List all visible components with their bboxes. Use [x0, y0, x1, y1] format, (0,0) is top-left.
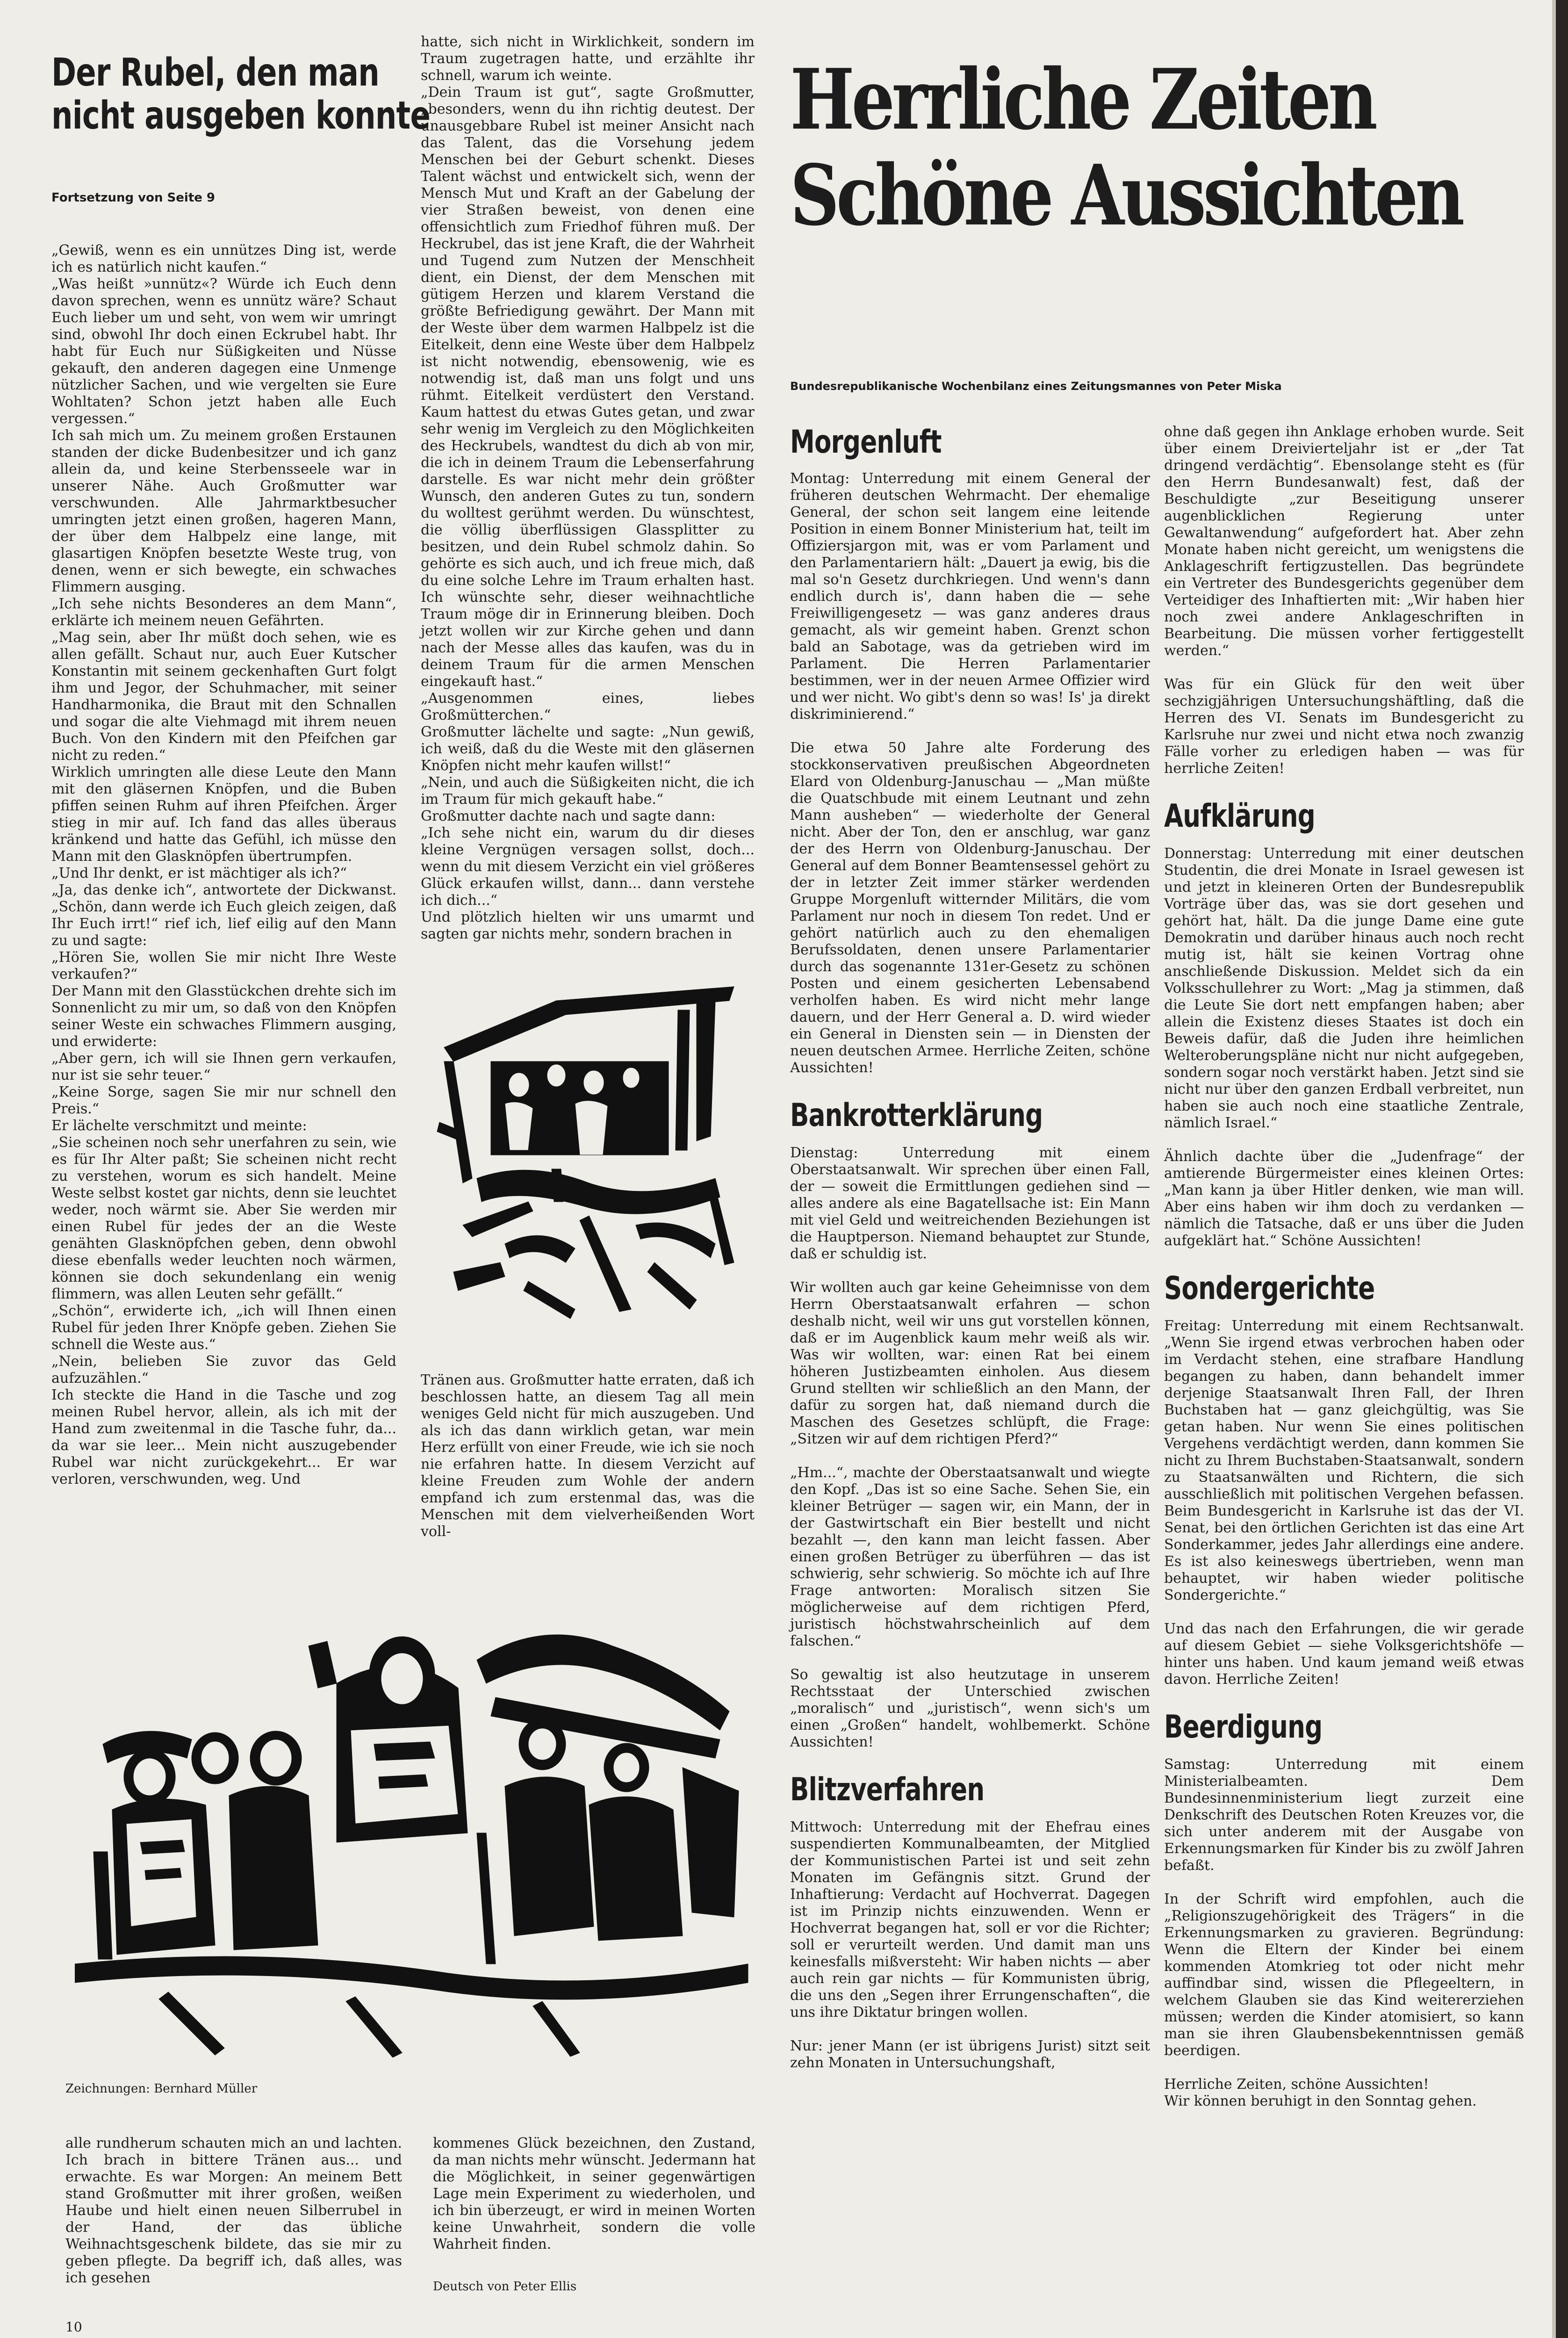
- paragraph: „Nein, belieben Sie zuvor das Geld aufzuzählen.“: [51, 1353, 396, 1386]
- heading-aufklaerung: Aufklärung: [1164, 798, 1315, 835]
- paragraph: „Ich sehe nichts Besonderes an dem Mann“, erklärte ich meinem neuen Gefährten.: [51, 596, 396, 629]
- paragraph: Ich sah mich um. Zu meinem großen Erstaunen standen der dicke Budenbesitzer und ich ganz allein da, und keine Sterbensseele war in unserer Nähe. Auch Großmutter war verschwunden. Alle Jahrmarktbesucher umringten jetzt einen großen, hageren Mann, der über dem Halbpelz eine lange, mit glasartigen Knöpfen besetzte Weste trug, von denen, wenn er sich bewegte, ein schwaches Flimmern ausging.: [51, 427, 396, 595]
- paragraph: Und plötzlich hielten wir uns umarmt und sagten gar nichts mehr, sondern brachen in: [421, 909, 755, 942]
- paragraph: Montag: Unterredung mit einem General der früheren deutschen Wehrmacht. Der ehemalige General, der schon seit langem eine leitende Position in einem Bonner Ministerium hat, teilt im Offiziersjargon mit, was er vom Parlament und den Parlamentariern hält: „Dauert ja ewig, bis die mal so'n Gesetz durchkriegen. Und wenn's dann endlich durch is', dann haben die — sehe Freiwilligengesetz — was ganz anderes draus gemacht, als wir gemeint haben. Grenzt schon bald an Sabotage, was da getrieben wird im Parlament. Die Herren Parlamentarier bestimmen, wer in der neuen Armee Offizier wird und wer nicht. Wo gibt's denn so was! Is' ja direkt diskriminierend.“: [790, 470, 1150, 722]
- paragraph: So gewaltig ist also heutzutage in unserem Rechtsstaat der Unterschied zwischen „moralisch“ und „juristisch“, wenn sich's um einen „Großen“ handelt, wohlbemerkt. Schöne Aussichten!: [790, 1667, 1150, 1750]
- paragraph: „Und Ihr denkt, er ist mächtiger als ich?“: [51, 865, 347, 881]
- translator-credit: Deutsch von Peter Ellis: [433, 2280, 577, 2294]
- paragraph: „Schön“, erwiderte ich, „ich will Ihnen einen Rubel für jeden Ihrer Knöpfe geben. Ziehen Sie schnell die Weste aus.“: [51, 1303, 396, 1353]
- right-title: [790, 51, 1547, 243]
- paragraph: „Nein, und auch die Süßigkeiten nicht, die ich im Traum für mich gekauft habe.“: [421, 774, 755, 808]
- paragraph: Er lächelte verschmitzt und meinte:: [51, 1118, 307, 1134]
- byline: Bundesrepublikanische Wochenbilanz eines Zeitungsmannes von Peter Miska: [790, 380, 1282, 393]
- heading-beerdigung: Beerdigung: [1164, 1709, 1323, 1746]
- title-line-2: Schöne Aussichten: [790, 146, 1462, 244]
- paragraph: Ich steckte die Hand in die Tasche und zog meinen Rubel hervor, allein, als ich mit der Hand zum zweitenmal in die Tasche fuhr, da... da war sie leer... Mein nicht auszugebender Rubel war nicht zurückgekehrt... Er war verloren, verschwunden, weg. Und: [51, 1387, 396, 1487]
- paragraph: kommenes Glück bezeichnen, den Zustand, da man nichts mehr wünscht. Jedermann hat die Möglichkeit, in seiner gegenwärtigen Lage mein Experiment zu wiederholen, und ich bin überzeugt, er wird in meinen Worten keine Unwahrheit, sondern die volle Wahrheit finden.: [433, 2135, 755, 2252]
- paragraph: „Dein Traum ist gut“, sagte Großmutter, „besonders, wenn du ihn richtig deutest. Der unausgebbare Rubel ist meiner Ansicht nach das Talent, das die Vorsehung jedem Menschen bei der Geburt schenkt. Dieses Talent wächst und entwickelt sich, wenn der Mensch Mut und Kraft an der Gabelung der vier Straßen beweist, von denen eine offensichtlich zum Friedhof führen muß. Der Heckrubel, das ist jene Kraft, die der Wahrheit und Tugend zum Nutzen der Menschheit dient, ein Dienst, der dem Menschen mit gütigem Herzen und klarem Verstand die größte Befriedigung gewährt. Der Mann mit der Weste über dem warmen Halbpelz ist die Eitelkeit, denn eine Weste über dem Halbpelz ist nicht notwendig, ebensowenig, wie es notwendig ist, daß man uns folgt und uns rühmt. Eitelkeit verdüstert den Verstand. Kaum hattest du etwas Gutes getan, und zwar sehr wenig im Vergleich zu den Möglichkeiten des Heckrubels, wandtest du dich ab von mir, die ich in deinem Traum die Lebenserfahrung darstelle. Es war nicht mehr dein größter Wunsch, den anderen Gutes zu tun, sondern du wolltest gerühmt werden. Du wünschtest, die völlig überflüssigen Glassplitter zu besitzen, und dein Rubel schmolz dahin. So gehörte es sich auch, und ich freue mich, daß du eine solche Lehre im Traum erhalten hast. Ich wünschte sehr, dieser weihnachtliche Traum möge dir in Erinnerung bleiben. Doch jetzt wollen wir zur Kirche gehen und dann nach der Messe alles das kaufen, was du in deinem Traum für die armen Menschen eingekauft hast.“: [421, 84, 755, 690]
- ink-drawing-market-scene: [75, 1590, 753, 2057]
- paragraph: „Was heißt »unnütz«? Würde ich Euch denn davon sprechen, wenn es unnütz wäre? Schaut Euch lieber um und seht, von wem wir umringt sind, obwohl Ihr doch einen Eckrubel habt. Ihr habt für Euch nur Süßigkeiten und Nüsse gekauft, den anderen dagegen eine Unmenge nützlicher Sachen, und wie vergelten sie Eure Wohltaten? Schon jetzt haben alle Euch vergessen.“: [51, 276, 396, 427]
- paragraph: Der Mann mit den Glasstückchen drehte sich im Sonnenlicht zu mir um, so daß von den Knöpfen seiner Weste ein schwaches Flimmern ausging, und erwiderte:: [51, 983, 396, 1050]
- left-bottom-column-1: [65, 2135, 402, 2287]
- paragraph: Und das nach den Erfahrungen, die wir gerade auf diesem Gebiet — siehe Volksgerichtshöfe — hinter uns haben. Und kaum jemand weiß etwas davon. Herrliche Zeiten!: [1164, 1621, 1524, 1688]
- paragraph: Samstag: Unterredung mit einem Ministerialbeamten. Dem Bundesinnenministerium liegt zurzeit eine Denkschrift des Deutschen Roten Kreuzes vor, die sich unter anderem mit der Ausgabe von Erkennungsmarken für Kinder bis zu zwölf Jahren befaßt.: [1164, 1756, 1524, 1874]
- paragraph: „Sie scheinen noch sehr unerfahren zu sein, wie es für Ihr Alter paßt; Sie scheinen nicht recht zu verstehen, worum es sich handelt. Meine Weste selbst kostet gar nichts, denn sie leuchtet weder, noch wärmt sie. Aber Sie werden mir einen Rubel für jedes der an die Weste genähten Glasknöpfchen geben, denn obwohl diese ebenfalls weder leuchten noch wärmen, können sie doch sekundenlang ein wenig flimmern, was allen Leuten sehr gefällt.“: [51, 1134, 396, 1302]
- page-number: 10: [65, 2319, 82, 2335]
- paragraph: Nur: jener Mann (er ist übrigens Jurist) sitzt seit zehn Monaten in Untersuchungshaft,: [790, 2038, 1150, 2071]
- paragraph: „Ausgenommen eines, liebes Großmütterchen.“: [421, 690, 755, 723]
- paragraph: Wirklich umringten alle diese Leute den Mann mit den gläsernen Knöpfen, und die Buben pfiffen seinen Ruhm auf ihren Pfeifchen. Ärger stieg in mir auf. Ich fand das alles überaus kränkend und hatte das Gefühl, ich müsse den Mann mit den Glasknöpfen übertrumpfen.: [51, 764, 396, 865]
- page-edge: [1556, 0, 1568, 2338]
- paragraph: „Ja, das denke ich“, antwortete der Dickwanst. „Schön, dann werde ich Euch gleich zeigen, daß Ihr Euch irrt!“ rief ich, lief eilig auf den Mann zu und sagte:: [51, 882, 396, 949]
- paragraph: Wir wollten auch gar keine Geheimnisse von dem Herrn Oberstaatsanwalt erfahren — schon deshalb nicht, weil wir uns gut vorstellen können, daß er im Augenblick kaum mehr weiß als wir. Was wir wollten, war: einen Rat bei einem höheren Justizbeamten einholen. Aus diesem Grund stellten wir schließlich an den Mann, der dafür zu sorgen hat, daß niemand durch die Maschen des Gesetzes schlüpft, die Frage: „Sitzen wir auf dem richtigen Pferd?“: [790, 1279, 1150, 1447]
- paragraph: Großmutter dachte nach und sagte dann:: [421, 808, 716, 824]
- paragraph: „Hm...“, machte der Oberstaatsanwalt und wiegte den Kopf. „Das ist so eine Sache. Sehen Sie, ein kleiner Betrüger — sagen wir, ein Mann, der in der Gastwirtschaft ein Bier bestellt und nicht bezahlt —, den kann man leicht fassen. Aber einen großen Betrüger zu überführen — das ist schwierig, sehr schwierig. So möchte ich auf Ihre Frage antworten: Moralisch sitzen Sie möglicherweise auf dem richtigen Pferd, juristisch höchstwahrscheinlich auf dem falschen.“: [790, 1465, 1150, 1649]
- paragraph: Donnerstag: Unterredung mit einer deutschen Studentin, die drei Monate in Israel gewesen ist und jetzt in kleineren Orten der Bundesrepublik Vorträge über das, was sie dort gesehen und gehört hat, hält. Da die junge Dame eine gute Demokratin und darüber hinaus auch noch recht mutig ist, hält sie keinen Vortrag ohne anschließende Diskussion. Meldet sich da ein Volksschullehrer zu Wort: „Mag ja stimmen, daß die Leute Sie dort nett empfangen haben; aber allein die Existenz dieses Staates ist doch ein Beweis dafür, daß die Juden ihre heimlichen Welteroberungspläne nicht nur nicht aufgegeben, sondern sogar noch verstärkt haben. Jetzt sind sie nicht nur über den ganzen Erdball verbreitet, nun haben sie auch noch eine staatliche Zentrale, nämlich Israel.“: [1164, 845, 1524, 1131]
- paragraph: ohne daß gegen ihn Anklage erhoben wurde. Seit über einem Dreivierteljahr ist er „der Tat dringend verdächtig“. Ebensolange steht es (für den Herrn Bundesanwalt) fest, daß der Beschuldigte „zur Beseitigung unserer augenblicklichen Regierung unter Gewaltanwendung“ aufgefordert hat. Aber zehn Monate haben nicht gereicht, um wenigstens die Anklageschrift fertigzustellen. Das begründete ein Vertreter des Bundesgerichts gegenüber dem Verteidiger des Inhaftierten mit: „Wir haben hier noch zwei andere Anklageschriften in Bearbeitung. Die müssen vorher fertiggestellt werden.“: [1164, 424, 1524, 659]
- paragraph: Was für ein Glück für den weit über sechzigjährigen Untersuchungshäftling, daß die Herren des VI. Senats im Bundesgericht zu Karlsruhe nur zwei und nicht etwa noch zwanzig Fälle vorher zu erledigen haben — was für herrliche Zeiten!: [1164, 676, 1524, 777]
- paragraph: alle rundherum schauten mich an und lachten. Ich brach in bittere Tränen aus... und erwachte. Es war Morgen: An meinem Bett stand Großmutter mit ihrer großen, weißen Haube und hielt einen neuen Silberrubel in der Hand, der das übliche Weihnachtsgeschenk bildete, das sie mir zu geben pflegte. Da begriff ich, daß alles, was ich gesehen: [65, 2135, 402, 2286]
- heading-sondergerichte: Sondergerichte: [1164, 1270, 1375, 1307]
- paragraph: Großmutter lächelte und sagte: „Nun gewiß, ich weiß, daß du die Weste mit den gläsernen Knöpfen nicht mehr kaufen willst!“: [421, 724, 755, 774]
- paragraph: „Aber gern, ich will sie Ihnen gern verkaufen, nur ist sie sehr teuer.“: [51, 1050, 396, 1083]
- paragraph: Tränen aus. Großmutter hatte erraten, daß ich beschlossen hatte, an diesem Tag all mein weniges Geld nicht für mich auszugeben. Und als ich das dann wirklich getan, war mein Herz erfüllt von einer Freude, wie ich sie noch nie erfahren hatte. In diesem Verzicht auf kleine Freuden zum Wohle der andern empfand ich zum erstenmal das, was die Menschen mit dem vielverheißenden Wort voll-: [421, 1372, 755, 1540]
- paragraph: Freitag: Unterredung mit einem Rechtsanwalt. „Wenn Sie irgend etwas verbrochen haben oder im Verdacht stehen, eine strafbare Handlung begangen zu haben, dann behandelt immer derjenige Staatsanwalt Ihren Fall, der Ihren Buchstaben hat — ganz gleichgültig, was Sie getan haben. Nur wenn Sie eines politischen Vergehens verdächtigt werden, dann kommen Sie nicht zu Ihrem Buchstaben-Staatsanwalt, sondern zu Staatsanwälten und Richtern, die sich ausschließlich mit politischen Vergehen befassen. Beim Bundesgericht in Karlsruhe ist das der VI. Senat, bei den örtlichen Gerichten ist das eine Art Sonderkammer, jedes Jahr allerdings eine andere. Es ist also keineswegs übertrieben, wenn man behauptet, wir haben wieder politische Sondergerichte.“: [1164, 1318, 1524, 1603]
- paragraph: Mittwoch: Unterredung mit der Ehefrau eines suspendierten Kommunalbeamten, der Mitglied der Kommunistischen Partei ist und seit zehn Monaten im Gefängnis sitzt. Grund der Inhaftierung: Verdacht auf Hochverrat. Dagegen ist im Prinzip nichts einzuwenden. Wenn er Hochverrat begangen hat, soll er vor die Richter; soll er verurteilt werden. Und damit man uns keinesfalls mißversteht: Wir haben nichts — aber auch rein gar nichts — für Kommunisten übrig, die uns den „Segen ihrer Errungenschaften“, die uns ihre Diktatur bringen wollen.: [790, 1819, 1150, 2020]
- continuation-note: Fortsetzung von Seite 9: [51, 191, 216, 205]
- right-column-1: [790, 424, 1150, 2071]
- paragraph: „Ich sehe nicht ein, warum du dir dieses kleine Vergnügen versagen sollst, doch... wenn du mit diesem Verzicht ein viel größeres Glück erkaufen willst, dann... dann verstehe ich dich...“: [421, 825, 755, 909]
- paragraph: In der Schrift wird empfohlen, auch die „Religionszugehörigkeit des Trägers“ in die Erkennungsmarken zu gravieren. Begründung: Wenn die Eltern der Kinder bei einem kommenden Atomkrieg tot oder nicht mehr auffindbar sind, wissen die Pflegeeltern, in welchem Glauben sie das Kind weitererziehen müssen; werden die Kinder atomisiert, so kann man sie ihren Glaubensbekenntnissen gemäß beerdigen.: [1164, 1891, 1524, 2059]
- paragraph: Herrliche Zeiten, schöne Aussichten!: [1164, 2076, 1429, 2093]
- left-column-2-continued: [421, 1372, 755, 1540]
- drawing-credit: Zeichnungen: Bernhard Müller: [65, 2082, 258, 2096]
- left-headline: [51, 51, 431, 138]
- title-line-1: Herrliche Zeiten: [790, 51, 1375, 148]
- paragraph: Die etwa 50 Jahre alte Forderung des stockkonservativen preußischen Abgeordneten Elard von Oldenburg-Januschau — „Man müßte die Quatschbude mit einem Leutnant und zehn Mann ausheben“ — wiederholte der General nicht. Aber der Ton, den er anschlug, war ganz der des Herrn von Oldenburg-Januschau. Der General auf dem Bonner Beamtensessel gehört zu der in letzter Zeit immer stärker werdenden Gruppe Morgenluft witternder Militärs, die vom Parlament nur noch in diesem Ton redet. Und er gehört natürlich auch zu den ehemaligen Berufssoldaten, denen unsere Parlamentarier durch das sogenannte 131er-Gesetz zu schönen Posten und einem gesicherten Lebensabend verholfen haben. Es wird nicht mehr lange dauern, und der Herr General a. D. wird wieder ein General in Diensten sein — in Diensten der neuen deutschen Armee. Herrliche Zeiten, schöne Aussichten!: [790, 740, 1150, 1076]
- paragraph: „Keine Sorge, sagen Sie mir nur schnell den Preis.“: [51, 1084, 396, 1117]
- ink-drawing-street-crowd: [435, 982, 739, 1337]
- left-bottom-column-2: [433, 2135, 755, 2295]
- paragraph: Dienstag: Unterredung mit einem Oberstaatsanwalt. Wir sprechen über einen Fall, der — soweit die Ermittlungen gediehen sind — alles andere als eine Bagatellsache ist: Ein Mann mit viel Geld und weitreichenden Beziehungen ist die Hauptperson. Niemand behauptet zur Stunde, daß er schuldig ist.: [790, 1145, 1150, 1262]
- heading-blitzverfahren: Blitzverfahren: [790, 1771, 985, 1808]
- page-fold-shadow: [1552, 0, 1556, 2338]
- left-headline-line1: Der Rubel, den man: [51, 51, 379, 95]
- heading-morgenluft: Morgenluft: [790, 424, 942, 461]
- left-headline-line2: nicht ausgeben konnte: [51, 94, 431, 138]
- left-column-2: [421, 34, 755, 943]
- paragraph: Ähnlich dachte über die „Judenfrage“ der amtierende Bürgermeister eines kleinen Ortes: „Man kann ja über Hitler denken, wie man will. Aber eins haben wir ihm doch zu verdanken — nämlich die Tatsache, daß er uns über die Juden aufgeklärt hat.“ Schöne Aussichten!: [1164, 1148, 1524, 1249]
- paragraph: „Mag sein, aber Ihr müßt doch sehen, wie es allen gefällt. Schaut nur, auch Euer Kutscher Konstantin mit seinem geckenhaften Gurt folgt ihm und Jegor, der Schuhmacher, mit seiner Handharmonika, die Braut mit den Schnallen und sogar die alte Viehmagd mit ihrem neuen Buch. Von den Kindern mit den Pfeifchen gar nicht zu reden.“: [51, 629, 396, 764]
- right-column-2: [1164, 424, 1524, 2110]
- paragraph: „Hören Sie, wollen Sie mir nicht Ihre Weste verkaufen?“: [51, 949, 396, 982]
- paragraph: hatte, sich nicht in Wirklichkeit, sondern im Traum zugetragen hatte, und erzählte ihr schnell, warum ich weinte.: [421, 34, 755, 84]
- left-column-1: [51, 242, 396, 1488]
- paragraph: Wir können beruhigt in den Sonntag gehen.: [1164, 2093, 1477, 2109]
- paragraph: „Gewiß, wenn es ein unnützes Ding ist, werde ich es natürlich nicht kaufen.“: [51, 242, 396, 275]
- heading-bankrotterklaerung: Bankrotterklärung: [790, 1097, 1043, 1134]
